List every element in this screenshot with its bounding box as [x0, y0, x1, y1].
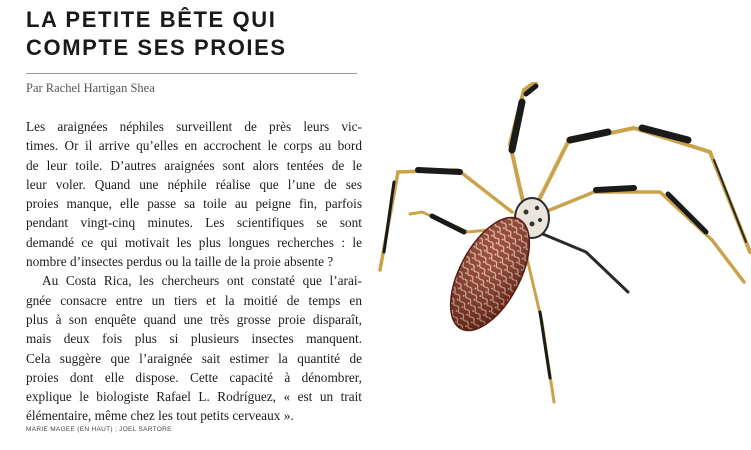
text-line: de leur toile. D’autres araignées sont alors tentées de le — [26, 157, 362, 173]
text-line: pendant vingt-cinq minutes. Les scientifiques se sont — [26, 215, 362, 231]
photo-credit: MARIE MAGEE (EN HAUT) ; JOEL SARTORE — [26, 426, 172, 433]
title-line-2: COMPTE SES PROIES — [26, 35, 287, 60]
paragraph-2 — [26, 271, 362, 425]
article-title — [26, 6, 366, 62]
text-line: plus à son enquête quand une très grosse proie disparaît, — [26, 311, 362, 327]
text-line: demandé ce qui motivait les plus longues recherches : le — [26, 234, 362, 250]
article-body — [26, 117, 362, 426]
spider-body — [434, 198, 549, 343]
text-line: proies manque, elle passe sa toile au peigne fin, parfois — [26, 196, 362, 212]
spider-legs — [380, 82, 750, 402]
text-line: Les araignées néphiles surveillent de près leurs vic- — [26, 119, 362, 134]
text-line: times. Or il arrive qu’elles en accrochent le corps au bord — [26, 138, 362, 154]
text-line: Au Costa Rica, les chercheurs ont constaté que l’arai- — [42, 273, 362, 289]
text-line: mais deux fois plus si plusieurs insectes manquent. — [26, 331, 362, 347]
text-line: explique le biologiste Rafael L. Rodríguez, « est un trait — [26, 389, 362, 405]
text-line: Cela suggère que l’araignée sait estimer la quantité de — [26, 350, 362, 366]
paragraph-1 — [26, 117, 362, 271]
title-line-1: LA PETITE BÊTE QUI — [26, 7, 277, 32]
byline: Par Rachel Hartigan Shea — [26, 81, 155, 95]
text-line: proies dont elle dispose. Cette capacité à dénombrer, — [26, 369, 362, 385]
title-divider — [26, 73, 357, 74]
text-line: élémentaire, même chez les tout petits cerveaux ». — [26, 408, 294, 424]
spider-photo — [372, 82, 751, 412]
text-line: leur voler. Quand une néphile réalise que l’une de ses — [26, 176, 362, 192]
text-line: nombre d’insectes perdus ou la taille de la proie absente ? — [26, 254, 334, 270]
text-line: gnée consacre entre un tiers et la moitié de temps en — [26, 292, 362, 308]
